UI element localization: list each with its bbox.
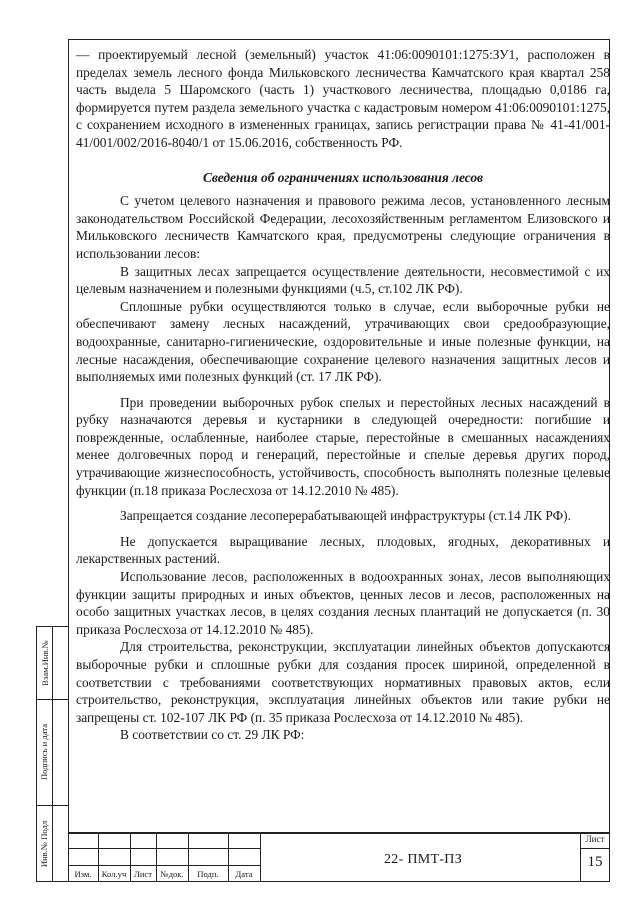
tb-border xyxy=(68,832,610,834)
tb-header-ndok: №док. xyxy=(160,869,184,879)
tb-header-list: Лист xyxy=(134,869,152,879)
tb-row-line xyxy=(68,848,260,849)
paragraph-4: При проведении выборочных рубок спелых и перестойных лесных насаждений в рубку назначаются деревья и кустарники в следующей очередности: погибшие и поврежденные, ослабленные, наиболее старые, перестойные в смешанных насаждениях менее долговечных пород и генераций, перестойные и спелые деревья других пород, утрачивающие жизнеспособность, устойчивость, способность выполнять полезные целевые функции (п.18 приказа Рослесхоза от 14.12.2010 № 485). xyxy=(76,394,610,498)
paragraph-1: С учетом целевого назначения и правового режима лесов, установленного лесным законодательством Российской Федерации, лесохозяйственным регламентом Елизовского и Мильковского лесничеств Камчатского края, предусмотрены следующие ограничения в использовании лесов: xyxy=(76,193,610,261)
sheet-label: Лист xyxy=(585,834,605,844)
margin-stamp xyxy=(36,626,68,882)
tb-header-data: Дата xyxy=(235,869,253,879)
tb-header-kol: Кол.уч xyxy=(101,869,127,879)
paragraph-3: Сплошные рубки осуществляются только в случае, если выборочные рубки не обеспечивают замену лесных насаждений, утрачивающих свои средообразующие, водоохранные, санитарно-гигиенические, оздоровительные и иные полезные функции, на лесные насаждения, обеспечивающие сохранение целевого назначения защитных лесов и выполняемых ими полезных функций (ст. 17 ЛК РФ). xyxy=(76,298,610,385)
document-code: 22- ПМТ-ПЗ xyxy=(383,852,463,867)
document-body xyxy=(76,46,610,744)
paragraph-7: Использование лесов, расположенных в водоохранных зонах, лесов выполняющих функции защиты природных и иных объектов, ценных лесов и лесов, расположенных на особо защитных участках лесов, в целях создания лесных плантаций не допускается (п. 30 приказа Рослесхоза от 14.12.2010 № 485). xyxy=(76,569,610,637)
sheet-number: 15 xyxy=(587,854,603,870)
section-heading: Сведения об ограничениях использования лесов xyxy=(202,169,484,185)
paragraph-5: Запрещается создание лесоперерабатывающей инфраструктуры (ст.14 ЛК РФ). xyxy=(120,508,571,524)
tb-header-podp: Подп. xyxy=(197,869,219,879)
paragraph-8: Для строительства, реконструкции, эксплуатации линейных объектов допускаются выборочные рубки и сплошные рубки для создания просек шириной, определенной в соответствии с требованиями соответствующих нормативных правовых актов, если строительство, реконструкция, эксплуатация линейных объектов или такие рубки не запрещены ст. 102-107 ЛК РФ (п. 35 приказа Рослесхоза от 14.12.2010 № 485). xyxy=(76,639,610,725)
tb-header-izm: Изм. xyxy=(74,869,92,879)
tb-row-line xyxy=(68,865,260,866)
title-block xyxy=(68,832,610,882)
tb-row-line xyxy=(580,848,610,849)
paragraph-9: В соответствии со ст. 29 ЛК РФ: xyxy=(120,727,305,743)
paragraph-2: В защитных лесах запрещается осуществление деятельности, несовместимой с их целевым назначением и полезными функциями (ч.5, ст.102 ЛК РФ). xyxy=(76,263,610,297)
stamp-inv-podl: Инв.№ Подл xyxy=(39,820,50,868)
stamp-podpis-data: Подпись и дата xyxy=(39,723,50,781)
intro-paragraph: — проектируемый лесной (земельный) участок 41:06:0090101:1275:ЗУ1, расположен в пределах земель лесного фонда Мильковского лесничества Камчатского края квартал 258 часть выдела 5 Шаромского (часть 1) участкового лесничества, площадью 0,0186 га, формируется путем раздела земельного участка с кадастровым номером 41:06:0090101:1275, с сохранением исходного в измененных границах, запись регистрации права № 41-41/001-41/001/002/2016-8040/1 от 15.06.2016, собственность РФ. xyxy=(76,47,610,150)
tb-col-line xyxy=(260,832,261,882)
stamp-vzam-inv: Взам.Инв.№ xyxy=(39,640,50,686)
paragraph-6: Не допускается выращивание лесных, плодовых, ягодных, декоративных и лекарственных растений. xyxy=(76,533,610,567)
